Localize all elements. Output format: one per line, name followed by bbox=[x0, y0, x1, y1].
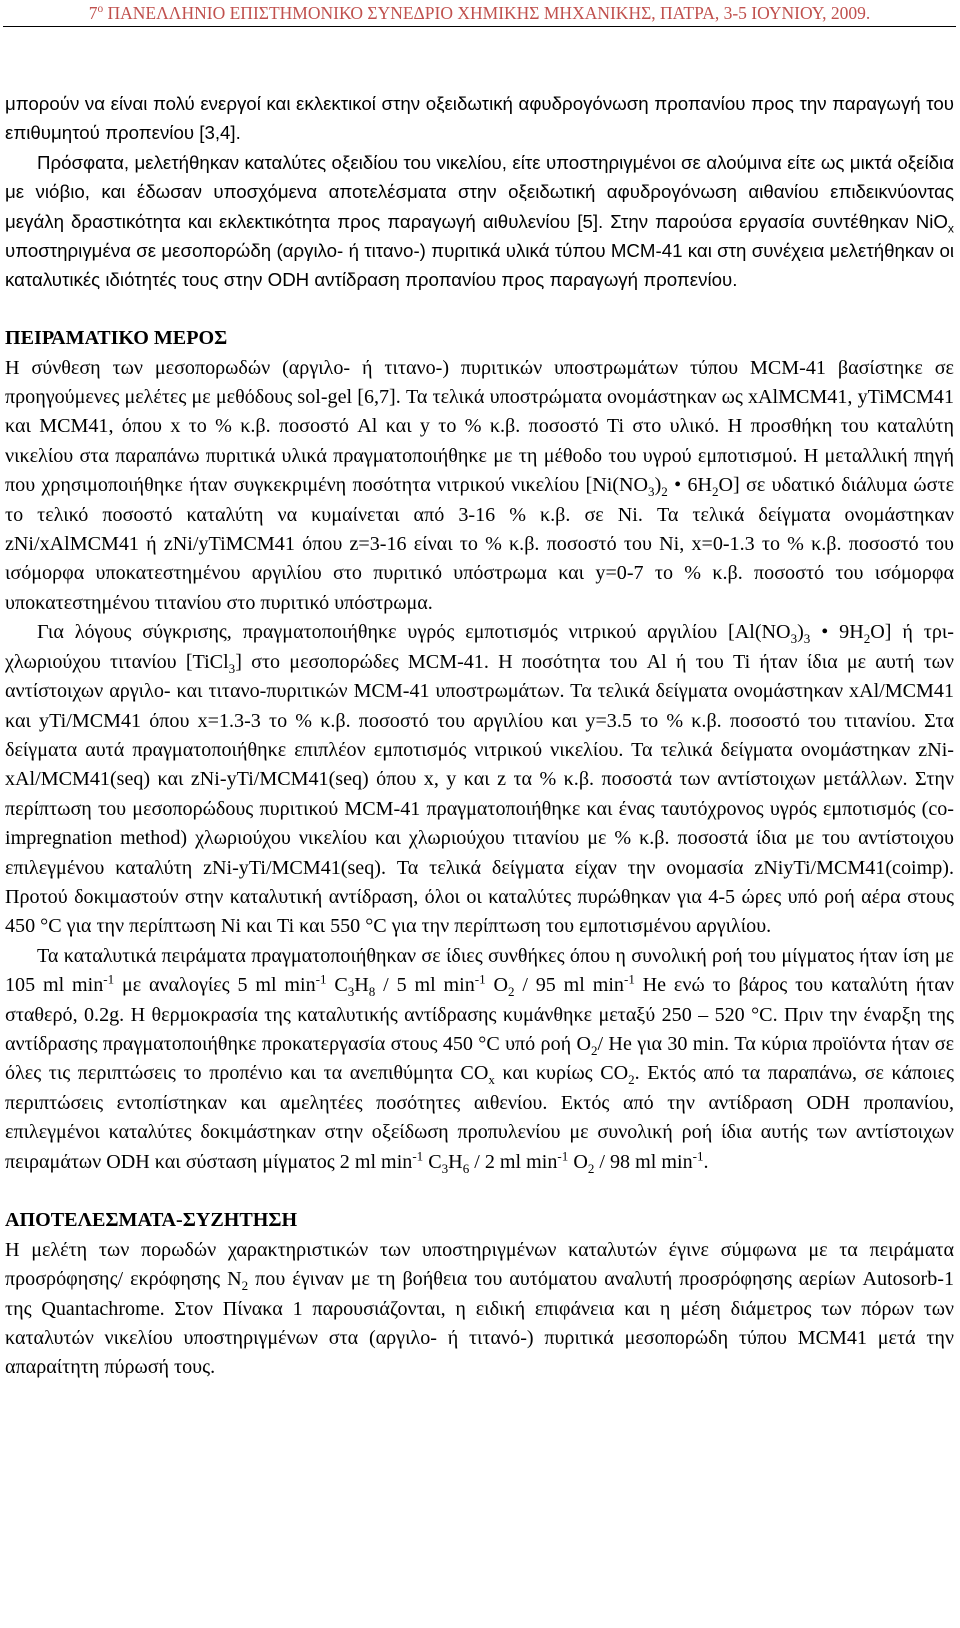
exp-p3-l: C bbox=[423, 1150, 442, 1173]
exp-p3-j: και κυρίως CO bbox=[494, 1062, 629, 1085]
exp-p3-sub6: 2 bbox=[628, 1072, 635, 1088]
header-text: ΠΑΝΕΛΛΗΝΙΟ ΕΠΙΣΤΗΜΟΝΙΚΟ ΣΥΝΕΔΡΙΟ ΧΗΜΙΚΗΣ ΜΗΧΑΝΙΚΗΣ, ΠΑΤΡΑ, 3-5 ΙΟΥΝΙΟΥ, 2009. bbox=[103, 3, 871, 23]
res-p1-b: που έγιναν με τη βοήθεια του αυτόματου αναλυτή προσρόφησης αερίων Autosorb-1 της Quantachrome. Στον Πίνακα 1 παρουσιάζονται, η ειδική επιφάνεια και η μέση διάμετρος των πόρων των καταλυτών νικελίου υποστηριγμένων στα (αργιλο- ή τιτανό-) πυριτικά μεσοπορώδη τύπου MCM41 μετά την απαραίτητη πύρωσή τους. bbox=[5, 1268, 954, 1379]
exp-p3-d: H bbox=[354, 974, 369, 997]
exp-p3-b: με αναλογίες 5 ml min bbox=[114, 974, 316, 997]
results-paragraph-1 bbox=[5, 1236, 954, 1383]
exp-p3-f: O bbox=[485, 974, 508, 997]
intro-p2-text-b: υποστηριγμένα σε μεσοπορώδη (αργιλο- ή τιτανο-) πυριτικά υλικά τύπου MCM-41 και στη συνέχεια μελετήθηκαν οι καταλυτικές ιδιότητές τους στην ODH αντίδραση προπανίου προς παραγωγή προπενίου. bbox=[5, 240, 954, 291]
exp-p3-m: H bbox=[448, 1150, 463, 1173]
exp-p3-p: / 98 ml min bbox=[594, 1150, 693, 1173]
exp-p2-e: ] στο μεσοπορώδες MCM-41. Η ποσότητα του Al ή του Ti ήταν ίδια με αυτή των αντίστοιχων αργιλο- και τιτανο-πυριτικών MCM-41 υποστρωμάτων. Τα τελικά δείγματα ονομάστηκαν xAl/MCM41 και yTi/MCM41 όπου x=1.3-3 το % κ.β. ποσοστό του αργιλίου και y=3.5 το % κ.β. ποσοστό του τιτανίου. Στα δείγματα αυτά πραγματοποιήθηκε επιπλέον εμποτισμός νιτρικού νικελίου. Τα τελικά δείγματα ονομάστηκαν zNi-xAl/MCM41(seq) και zNi-yTi/MCM41(seq) όπου x, y και z τα % κ.β. ποσοστά των αντίστοιχων μετάλλων. Στην περίπτωση του μεσοπορώδους πυριτικού MCM-41 πραγματοποιήθηκε και ένας ταυτόχρονος υγρός εμποτισμός (co-impregnation method) χλωριούχου νικελίου και χλωριούχου τιτανίου με % κ.β. ποσοστά ίδια με του αντίστοιχου επιλεγμένου καταλύτη zNi-yTi/MCM41(seq). Τα τελικά δείγματα είχαν την ονομασία zNiyTi/MCM41(coimp). Προτού δοκιμαστούν στην καταλυτική αντίδραση, όλοι οι καταλύτες πυρώθηκαν για 4-5 ώρες υπό ροή αέρα στους 450 °C για την περίπτωση Ni και Ti και 550 °C για την περίπτωση του εμποτισμένου αργιλίου. bbox=[5, 650, 954, 938]
exp-p2-sub2: 3 bbox=[803, 631, 811, 647]
intro-p2-sub: x bbox=[947, 221, 954, 236]
exp-p3-sup7: -1 bbox=[692, 1147, 704, 1163]
exp-p1-sub3: 2 bbox=[712, 484, 719, 500]
exp-p2-sub3: 2 bbox=[863, 631, 871, 647]
intro-paragraph-2 bbox=[5, 148, 954, 295]
experimental-paragraph-2 bbox=[5, 618, 954, 941]
exp-p3-e: / 5 ml min bbox=[375, 974, 475, 997]
section-spacer bbox=[5, 1177, 954, 1206]
exp-p3-n: / 2 ml min bbox=[469, 1150, 558, 1173]
experimental-paragraph-3 bbox=[5, 942, 954, 1177]
exp-p3-sup5: -1 bbox=[412, 1147, 424, 1163]
exp-p3-q: . bbox=[703, 1150, 709, 1173]
running-header bbox=[3, 0, 956, 27]
exp-p3-sup2: -1 bbox=[315, 971, 327, 987]
exp-p3-sub1: 3 bbox=[347, 984, 355, 1000]
res-p1-sub: 2 bbox=[241, 1278, 249, 1294]
exp-p3-k: . Εκτός από τα παραπάνω, σε κάποιες περιπτώσεις εντοπίστηκαν και αμελητέες ποσότητες αιθενίου. Εκτός από την αντίδραση ODH προπανίου, επιλεγμένοι καταλύτες δοκιμάστηκαν στην οξείδωση προπυλενίου με συνολική ροή ίδια αυτής των αντίστοιχων πειραμάτων ODH και σύσταση μίγματος 2 ml min bbox=[5, 1062, 954, 1173]
exp-p3-sub3: 2 bbox=[507, 984, 515, 1000]
section-spacer bbox=[5, 295, 954, 324]
exp-p2-d: O] ή τρι-χλωριούχου τιτανίου [TiCl bbox=[5, 621, 954, 673]
exp-p3-sub2: 8 bbox=[368, 984, 376, 1000]
exp-p3-sup1: -1 bbox=[103, 971, 115, 987]
exp-p1-b: ) bbox=[654, 474, 662, 497]
exp-p3-g: / 95 ml min bbox=[514, 974, 624, 997]
exp-p3-o: O bbox=[568, 1150, 588, 1173]
experimental-paragraph-1 bbox=[5, 354, 954, 619]
res-p1-a: Η μελέτη των πορωδών χαρακτηριστικών των υποστηριγμένων καταλυτών έγινε σύμφωνα με τα πειράματα προσρόφησης/ εκρόφησης N bbox=[5, 1238, 954, 1291]
exp-p1-a: Η σύνθεση των μεσοπορωδών (αργιλο- ή τιτανο-) πυριτικών υποστρωμάτων τύπου MCM-41 βασίστηκε σε προηγούμενες μελέτες με μεθόδους sol-gel [6,7]. Τα τελικά υποστρώματα ονομάστηκαν ως xAlMCM41, yTiMCM41 και MCM41, όπου x το % κ.β. ποσοστό Al και y το % κ.β. ποσοστό Ti στο υλικό. Η προσθήκη του καταλύτη νικελίου στα παραπάνω πυριτικά υλικά πραγματοποιήθηκε με τη μέθοδο του υγρού εμποτισμού. Η μεταλλική πηγή που χρησιμοποιήθηκε ήταν συγκεκριμένη ποσότητα νιτρικού νικελίου [Ni(NO bbox=[5, 356, 954, 497]
exp-p3-sub5: x bbox=[488, 1072, 495, 1088]
exp-p3-a: Τα καταλυτικά πειράματα πραγματοποιήθηκαν σε ίδιες συνθήκες όπου η συνολική ροή του μίγματος ήταν ίση με 105 ml min bbox=[5, 944, 954, 997]
exp-p2-c: • 9H bbox=[810, 621, 864, 644]
header-number: 7 bbox=[88, 3, 98, 23]
exp-p3-sub9: 2 bbox=[587, 1160, 595, 1176]
exp-p3-c: C bbox=[326, 974, 348, 997]
exp-p1-sub1: 3 bbox=[648, 484, 655, 500]
exp-p3-h: He ενώ το βάρος του καταλύτη ήταν σταθερό, 0.2g. Η θερμοκρασία της καταλυτικής αντίδρασης κυμάνθηκε μεταξύ 250 – 520 °C. Πριν την έναρξη της αντίδρασης πραγματοποιήθηκε προκατεργασία στους 450 °C υπό ροή O bbox=[5, 974, 954, 1055]
exp-p1-sub2: 2 bbox=[661, 484, 668, 500]
exp-p2-sub4: 3 bbox=[228, 660, 236, 676]
exp-p3-sup6: -1 bbox=[557, 1147, 569, 1163]
intro-paragraph-1: μπορούν να είναι πολύ ενεργοί και εκλεκτικοί στην οξειδωτική αφυδρογόνωση προπανίου προς την παραγωγή του επιθυμητού προπενίου [3,4]. bbox=[5, 93, 954, 144]
exp-p3-sup3: -1 bbox=[474, 971, 486, 987]
section-heading-results: ΑΠΟΤΕΛΕΣΜΑΤΑ-ΣΥΖΗΤΗΣΗ bbox=[5, 1209, 298, 1232]
exp-p1-c: • 6H bbox=[667, 474, 713, 497]
exp-p2-b: ) bbox=[797, 621, 804, 644]
exp-p3-i: / He για 30 min. Τα κύρια προϊόντα ήταν σε όλες τις περιπτώσεις το προπένιο και τα ανεπιθύμητα CO bbox=[5, 1032, 955, 1085]
exp-p1-d: O] σε υδατικό διάλυμα ώστε το τελικό ποσοστό καταλύτη να κυμαίνεται από 3-16 % κ.β. σε Ni. Τα τελικά δείγματα ονομάστηκαν zNi/xAlMCM41 ή zNi/yTiMCM41 όπου z=3-16 είναι το % κ.β. ποσοστό του Ni, x=0-1.3 το % κ.β. ποσοστό του ισόμορφα υποκατεστημένου αργιλίου στο πυριτικό υπόστρωμα και y=0-7 το % κ.β. ποσοστό του ισόμορφα υποκατεστημένου τιτανίου στο πυριτικό υπόστρωμα. bbox=[5, 474, 955, 614]
intro-p2-text-a: Πρόσφατα, μελετήθηκαν καταλύτες οξειδίου του νικελίου, είτε υποστηριγμένοι σε αλούμινα είτε ως μικτά οξείδια με νιόβιο, και έδωσαν υποσχόμενα αποτελέσματα στην οξειδωτική αφυδρογόνωση αιθανίου επιδεικνύοντας μεγάλη δραστικότητα και εκλεκτικότητα προς παραγωγή αιθυλενίου [5]. Στην παρούσα εργασία συντέθηκαν NiO bbox=[5, 151, 954, 232]
exp-p2-a: Για λόγους σύγκρισης, πραγματοποιήθηκε υγρός εμποτισμός νιτρικού αργιλίου [Al(NO bbox=[37, 621, 791, 644]
exp-p3-sub4: 2 bbox=[590, 1043, 598, 1058]
exp-p3-sup4: -1 bbox=[623, 971, 635, 987]
body-text bbox=[5, 89, 954, 1383]
exp-p2-sub1: 3 bbox=[790, 631, 798, 647]
header-ordinal: ο bbox=[97, 3, 104, 16]
exp-p3-sub8: 6 bbox=[462, 1160, 470, 1176]
exp-p3-sub7: 3 bbox=[441, 1160, 449, 1176]
section-heading-experimental: ΠΕΙΡΑΜΑΤΙΚΟ ΜΕΡΟΣ bbox=[5, 327, 228, 350]
